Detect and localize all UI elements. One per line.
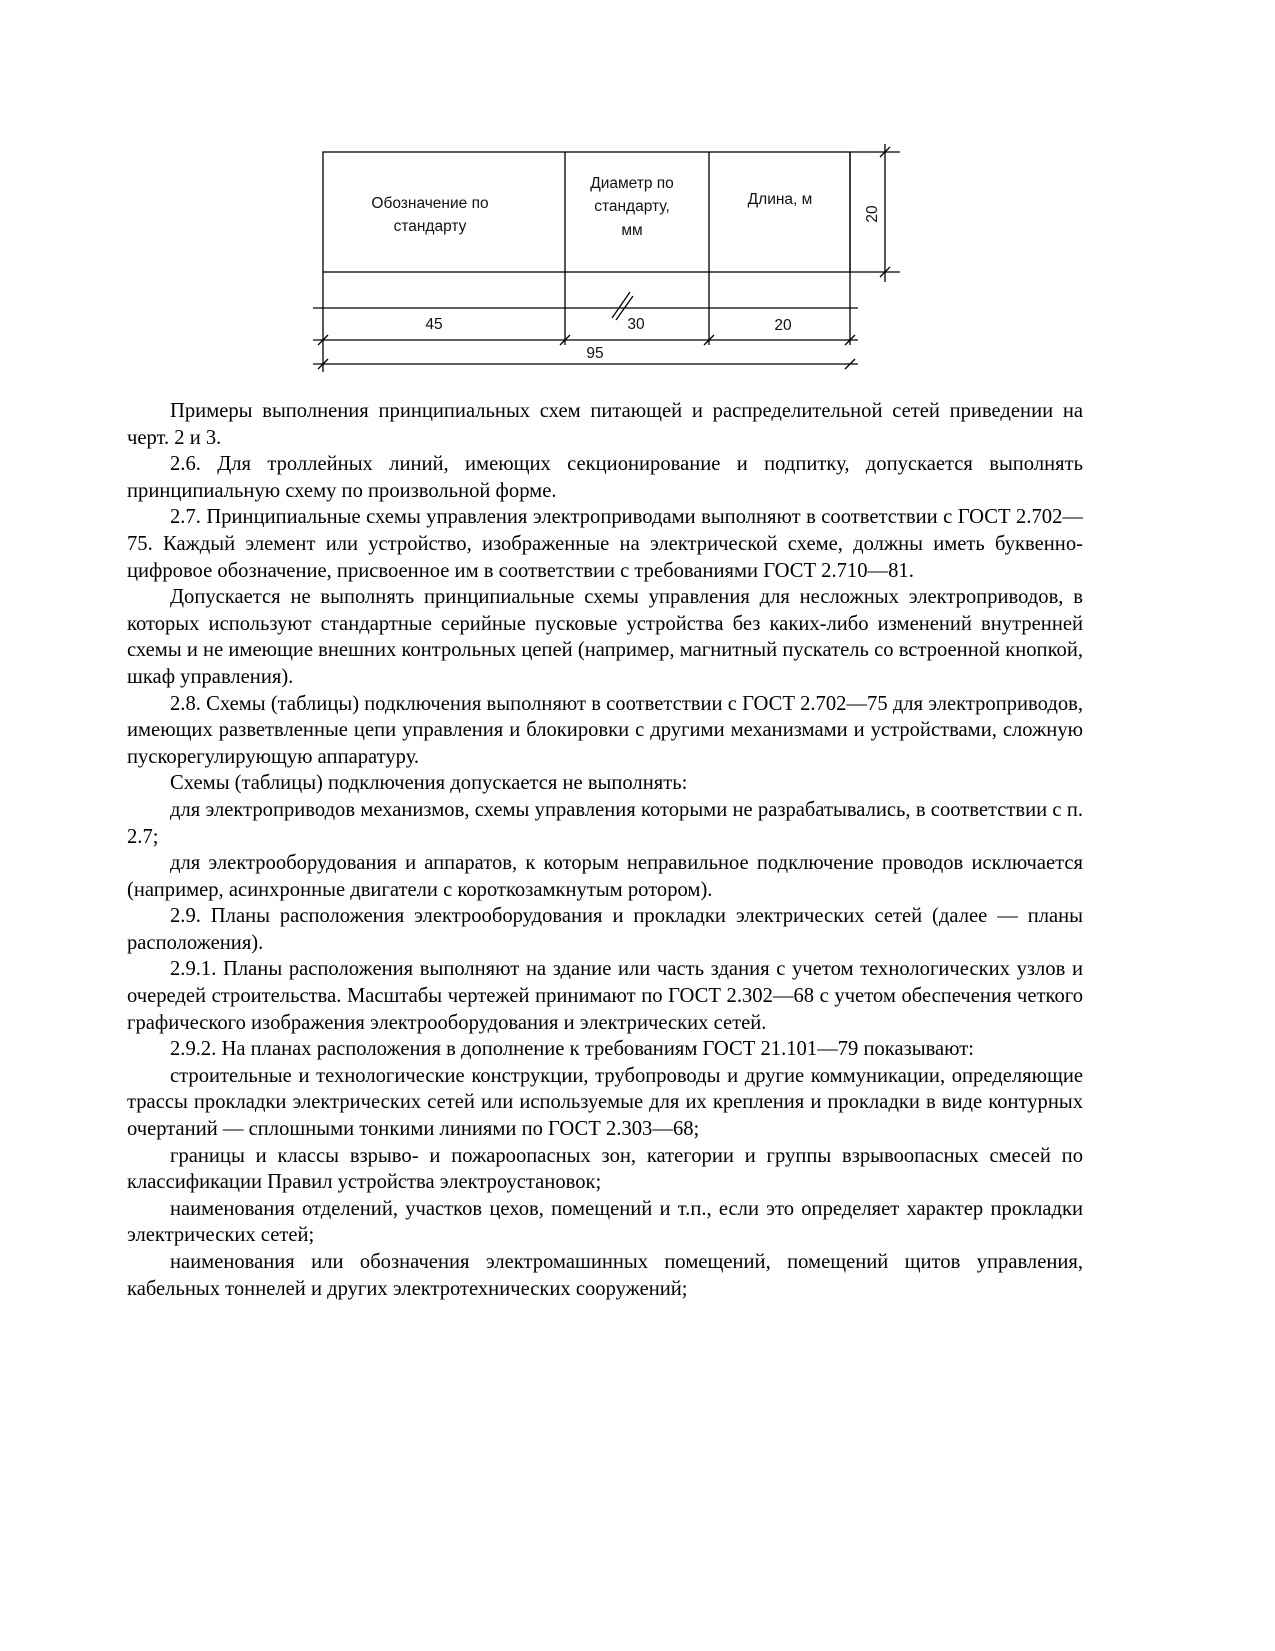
paragraph: для электрооборудования и аппаратов, к которым неправильное подключение проводов исключается (например, асинхронные двигатели с короткозамкнутым ротором). (127, 852, 1083, 901)
paragraph: наименования отделений, участков цехов, помещений и т.п., если это определяет характер прокладки электрических сетей; (127, 1197, 1083, 1247)
dim-height: 20 (864, 205, 881, 223)
paragraph: Схемы (таблицы) подключения допускается не выполнять: (170, 772, 688, 795)
header-col2-line2: стандарту, (594, 198, 670, 215)
dim-total: 95 (586, 345, 604, 362)
paragraph: 2.9.2. На планах расположения в дополнение к требованиям ГОСТ 21.101—79 показывают: (170, 1038, 975, 1061)
header-col2-line1: Диаметр по (590, 175, 674, 192)
header-col1-line1: Обозначение по (371, 195, 489, 212)
paragraph: 2.9.1. Планы расположения выполняют на здание или часть здания с учетом технологических узлов и очередей строительства. Масштабы чертежей принимают по ГОСТ 2.302—68 с учетом обеспечения четкого графического изображения электрооборудования и электрических сетей. (127, 958, 1083, 1034)
header-col2-line3: мм (621, 222, 643, 239)
paragraph: Допускается не выполнять принципиальные схемы управления для несложных электроприводов, в которых используют стандартные серийные пусковые устройства без каких-либо изменений внутренней схемы и не имеющие внешних контрольных цепей (например, магнитный пускатель со встроенной кнопкой, шкаф управления). (127, 586, 1083, 688)
paragraph: Примеры выполнения принципиальных схем питающей и распределительной сетей приведении на черт. 2 и 3. (127, 400, 1083, 449)
header-col1-line2: стандарту (393, 218, 467, 235)
paragraph: 2.6. Для троллейных линий, имеющих секционирование и подпитку, допускается выполнять принципиальную схему по произвольной форме. (127, 453, 1083, 502)
paragraph: для электроприводов механизмов, схемы управления которыми не разрабатывались, в соответствии с п. 2.7; (127, 798, 1083, 848)
dim-col1: 45 (425, 316, 443, 333)
paragraph: 2.8. Схемы (таблицы) подключения выполняют в соответствии с ГОСТ 2.702—75 для электроприводов, имеющих разветвленные цепи управления и блокировки с другими механизмами и устройствами, сложную пускорегулирующую аппаратуру. (127, 692, 1083, 768)
dim-col2: 30 (627, 316, 645, 333)
paragraph: 2.9. Планы расположения электрооборудования и прокладки электрических сетей (далее — планы расположения). (127, 905, 1083, 954)
dim-col3: 20 (774, 317, 792, 334)
paragraph: 2.7. Принципиальные схемы управления электроприводами выполняют в соответствии с ГОСТ 2.702—75. Каждый элемент или устройство, изображенные на электрической схеме, должны иметь буквенно-цифровое обозначение, присвоенное им в соответствии с требованиями ГОСТ 2.710—81. (127, 506, 1083, 582)
header-col3: Длина, м (747, 191, 813, 208)
table-dimension-drawing (300, 140, 920, 380)
paragraph: наименования или обозначения электромашинных помещений, помещений щитов управления, кабельных тоннелей и других электротехнических сооружений; (127, 1251, 1083, 1300)
paragraph: границы и классы взрыво- и пожароопасных зон, категории и группы взрывоопасных смесей по классификации Правил устройства электроустановок; (127, 1144, 1083, 1194)
paragraph: строительные и технологические конструкции, трубопроводы и другие коммуникации, определяющие трассы прокладки электрических сетей или используемые для их крепления и прокладки в виде контурных очертаний — сплошными тонкими линиями по ГОСТ 2.303—68; (127, 1064, 1083, 1141)
body-text (127, 398, 1083, 1302)
